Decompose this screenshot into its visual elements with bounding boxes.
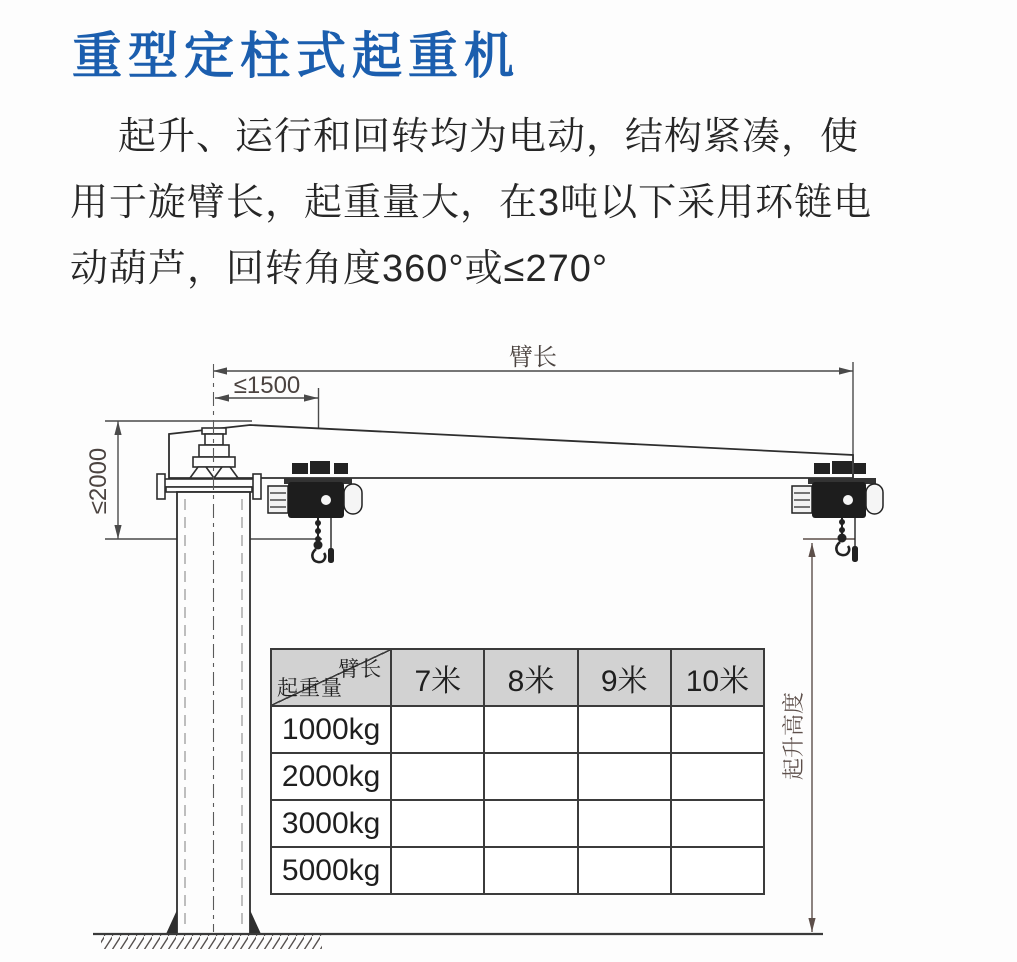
hoist-trolley-right (792, 461, 883, 562)
table-header-row (271, 649, 764, 706)
row-header-3000kg: 3000kg (271, 800, 391, 847)
intro-line-1: 起升、运行和回转均为电动，结构紧凑，使 (118, 116, 860, 158)
lifting-height-label: 起升高度 (781, 691, 806, 781)
column-header-9m: 9米 (578, 649, 671, 706)
intro-line-3: 动葫芦，回转角度360°或≤270° (70, 248, 609, 290)
arm-length-label: 臂长 (509, 344, 557, 371)
row-header-1000kg: 1000kg (271, 706, 391, 753)
table-row (271, 800, 764, 847)
spec-cell (671, 706, 764, 753)
column-header-8m: 8米 (484, 649, 577, 706)
row-header-5000kg: 5000kg (271, 847, 391, 894)
arm-length-dimension (213, 362, 853, 478)
corner-label-arm-length: 臂长 (338, 658, 383, 681)
ground-hatch (101, 935, 322, 949)
column-header-7m: 7米 (391, 649, 484, 706)
spec-cell (391, 753, 484, 800)
slewing-motor-assembly (190, 428, 238, 478)
table-corner-cell (271, 649, 391, 706)
spec-cell (578, 706, 671, 753)
lifting-height-dimension (803, 539, 855, 932)
intro-line-2: 用于旋臂长，起重量大，在3吨以下采用环链电 (70, 182, 873, 224)
ground (93, 934, 823, 949)
spec-cell (484, 753, 577, 800)
table-row (271, 753, 764, 800)
column-header-10m: 10米 (671, 649, 764, 706)
row-header-2000kg: 2000kg (271, 753, 391, 800)
spec-cell (484, 847, 577, 894)
page-title: 重型定柱式起重机 (72, 28, 520, 84)
column-offset-dimension (215, 388, 319, 513)
hoist-trolley-left (268, 461, 362, 563)
spec-cell (484, 706, 577, 753)
spec-cell (484, 800, 577, 847)
jib-beam (169, 425, 853, 478)
table-row (271, 706, 764, 753)
table-row (271, 847, 764, 894)
intro-paragraph (0, 104, 1017, 302)
corner-label-capacity: 起重量 (277, 677, 343, 700)
spec-cell (671, 800, 764, 847)
headroom-dimension (105, 421, 322, 539)
spec-cell (578, 753, 671, 800)
headroom-label: ≤2000 (85, 447, 112, 515)
spec-table (270, 648, 765, 895)
spec-cell (391, 800, 484, 847)
spec-cell (671, 753, 764, 800)
slewing-support-plate (157, 474, 261, 499)
spec-cell (578, 847, 671, 894)
column-mast (166, 492, 261, 934)
column-offset-label: ≤1500 (233, 372, 301, 399)
spec-cell (578, 800, 671, 847)
spec-cell (391, 847, 484, 894)
spec-cell (391, 706, 484, 753)
spec-cell (671, 847, 764, 894)
